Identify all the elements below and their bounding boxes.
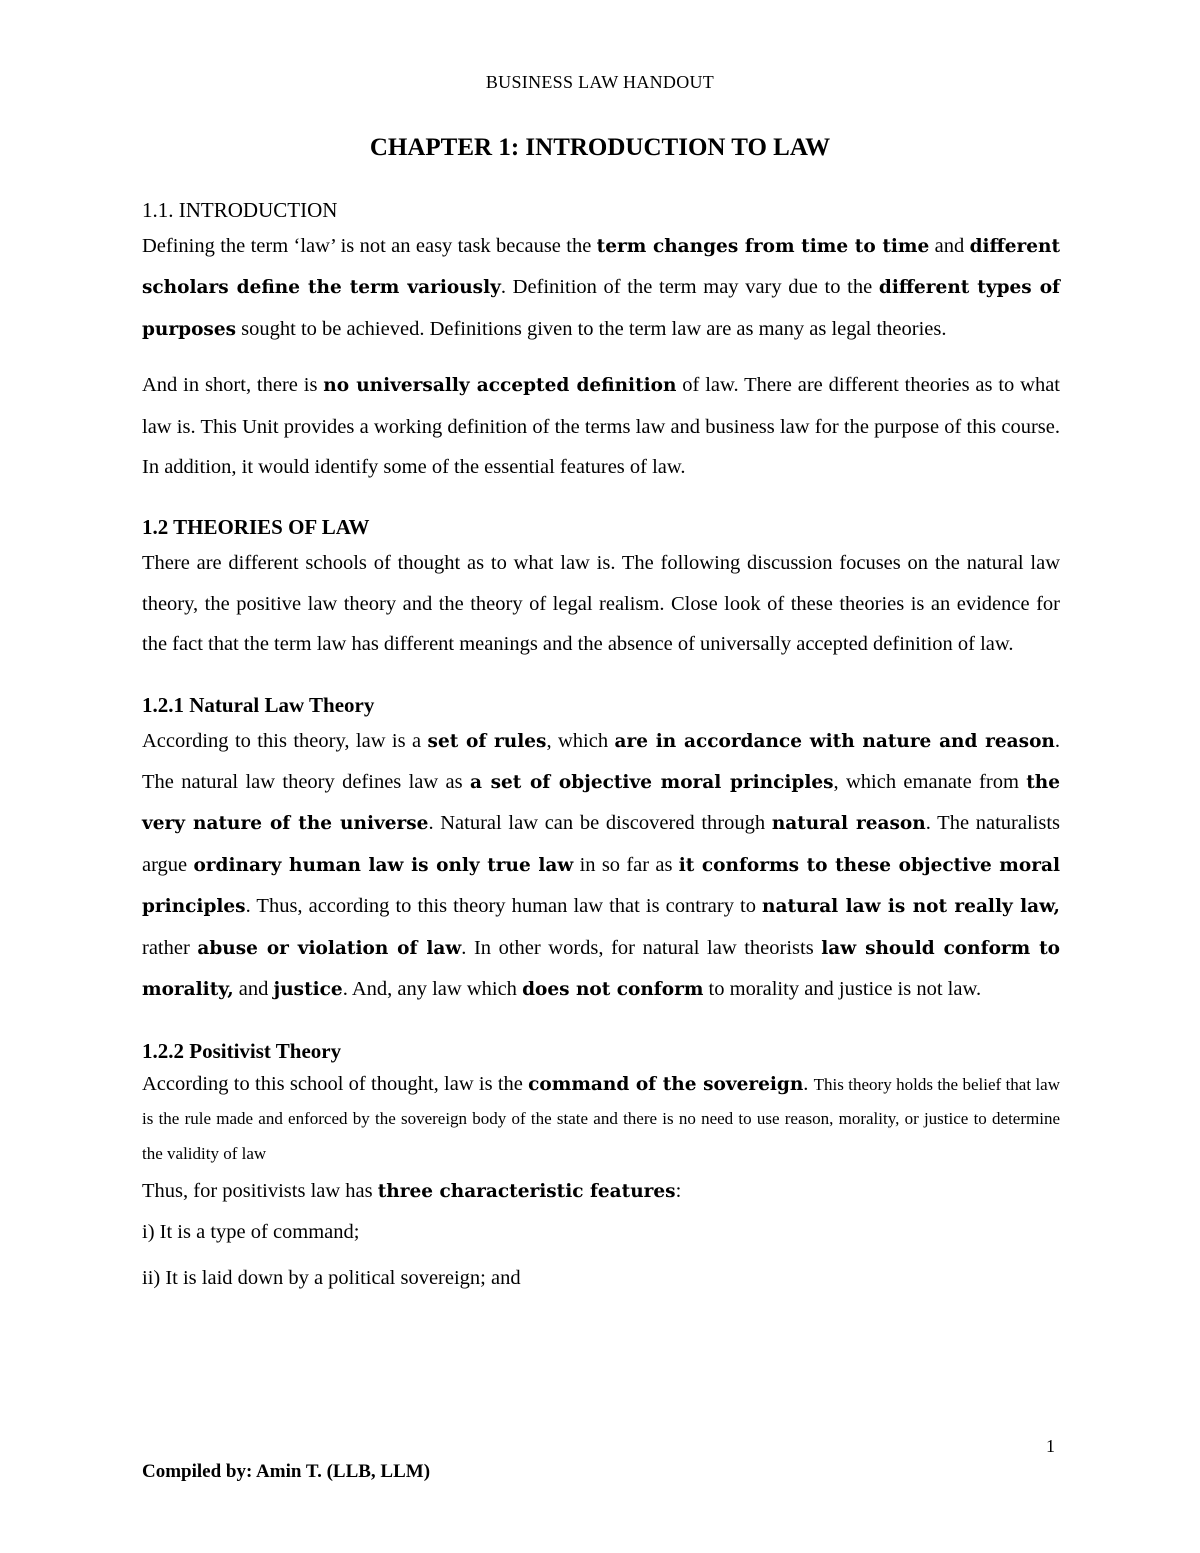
section-heading-theories: 1.2 THEORIES OF LAW [142,515,370,540]
positivist-paragraph: According to this school of thought, law is the command of the sovereign. This theory holds the belief that law is the rule made and enforced by the sovereign body of the state and there is no need to use reason, morality, or justice to determine the validity of law [142,1072,1060,1163]
page-number: 1 [1046,1436,1055,1456]
natural-law-paragraph: According to this theory, law is a set of rules, which are in accordance with nature and reason. The natural law theory defines law as a set of objective moral principles, which emanate from the very nature of the universe. Natural law can be discovered through natural reason. The naturalists argue ordinary human law is only true law in so far as it conforms to these objective moral principles. Thus, according to this theory human law that is contrary to natural law is not really law, rather abuse or violation of law. In other words, for natural law theorists law should conform to morality, and justice. And, any law which does not conform to morality and justice is not law. [142,729,1061,1001]
page-header: BUSINESS LAW HANDOUT [485,72,715,92]
list-item: i) It is a type of command; [142,1221,360,1243]
theories-paragraph: There are different schools of thought as to what law is. The following discussion focuses on the natural law theory, the positive law theory and the theory of legal realism. Close look of these theories is an evidence for the fact that the term law has different meanings and the absence of universally accepted definition of law. [142,552,1060,656]
section-heading-introduction: 1.1. INTRODUCTION [142,198,338,222]
intro-paragraph-2: And in short, there is no universally accepted definition of law. There are different theories as to what law is. This Unit provides a working definition of the terms law and business law for the purpose of this course. In addition, it would identify some of the essential features of law. [142,374,1060,479]
chapter-title: CHAPTER 1: INTRODUCTION TO LAW [369,134,831,161]
footer-compiled-by: Compiled by: Amin T. (LLB, LLM) [142,1461,431,1482]
section-heading-natural-law: 1.2.1 Natural Law Theory [142,692,375,717]
section-heading-positivist: 1.2.2 Positivist Theory [142,1038,342,1063]
characteristics-intro: Thus, for positivists law has three characteristic features: [142,1180,682,1202]
document-body [142,194,1060,1298]
intro-paragraph-1: Defining the term ‘law’ is not an easy task because the term changes from time to time and different scholars define the term variously. Definition of the term may vary due to the different types of purposes sought to be achieved. Definitions given to the term law are as many as legal theories. [142,235,1060,340]
list-item: ii) It is laid down by a political sovereign; and [142,1267,521,1289]
